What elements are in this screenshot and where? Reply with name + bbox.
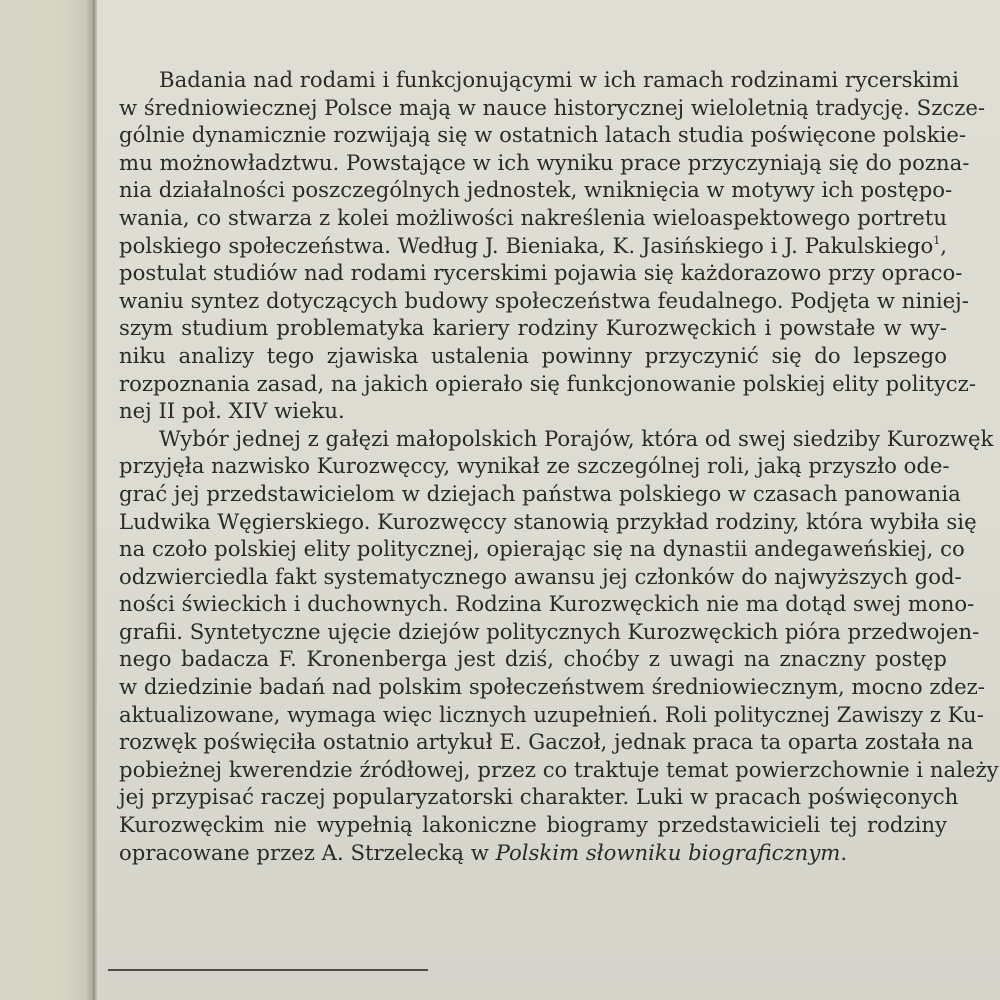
text-line: nia działalności poszczególnych jednostek, wniknięcia w motywy ich postępo- [119, 177, 953, 203]
text-line: waniu syntez dotyczących budowy społeczeństwa feudalnego. Podjęta w niniej- [119, 287, 969, 313]
text-line: Badania nad rodami i funkcjonującymi w ich ramach rodzinami rycerskimi [159, 67, 959, 92]
text-line: rozwęk poświęciła ostatnio artykuł E. Gaczoł, jednak praca ta oparta została na [119, 729, 974, 755]
text-line: aktualizowane, wymaga więc licznych uzupełnień. Roli politycznej Zawiszy z Ku- [119, 701, 984, 727]
sentence-period: . [840, 839, 848, 865]
footnote-reference[interactable]: 1 [933, 233, 941, 247]
text-line: grafii. Syntetyczne ujęcie dziejów politycznych Kurozwęckich pióra przedwojen- [119, 618, 980, 644]
text-line: wania, co stwarza z kolei możliwości nakreślenia wieloaspektowego portretu [119, 204, 947, 230]
text-line: niku analizy tego zjawiska ustalenia powinny przyczynić się do lepszego [119, 342, 947, 368]
text-line: w średniowiecznej Polsce mają w nauce historycznej wieloletnią tradycję. Szcze- [119, 94, 986, 120]
text-line-with-title [119, 839, 947, 867]
footnote-ref-comma: , [940, 232, 947, 258]
italic-book-title: Polskim słowniku biograficznym [495, 839, 841, 865]
text-line: nego badacza F. Kronenberga jest dziś, choćby z uwagi na znaczny postęp [119, 646, 947, 672]
text-line: Ludwika Węgierskiego. Kurozwęccy stanowią przykład rodziny, która wybiła się [119, 508, 977, 534]
text-line: Wybór jednej z gałęzi małopolskich Porajów, która od swej siedziby Kurozwęk [159, 425, 994, 451]
text-line: Kurozwęckim nie wypełnią lakoniczne biogramy przedstawicieli tej rodziny [119, 812, 947, 838]
text-line: na czoło polskiej elity politycznej, opierając się na dynastii andegaweńskiej, co [119, 536, 965, 562]
facing-page-edge [0, 0, 93, 1000]
text-line: odzwierciedla fakt systematycznego awansu jej członków do najwyższych god- [119, 563, 962, 589]
text-line-content: opracowane przez A. Strzelecką w [119, 839, 496, 865]
text-line: ności świeckich i duchownych. Rodzina Kurozwęckich nie ma dotąd swej mono- [119, 591, 975, 617]
text-line: w dziedzinie badań nad polskim społeczeństwem średniowiecznym, mocno zdez- [119, 674, 985, 700]
text-line-content: polskiego społeczeństwa. Według J. Bieniaka, K. Jasińskiego i J. Pakulskiego [119, 232, 934, 258]
body-text [119, 66, 999, 866]
text-line: nej II poł. XIV wieku. [119, 398, 345, 424]
text-line: mu możnowładztwu. Powstające w ich wyniku prace przyczyniają się do pozna- [119, 149, 970, 175]
paragraph-1 [119, 66, 986, 425]
text-line: rozpoznania zasad, na jakich opierało się funkcjonowanie polskiej elity politycz- [119, 370, 976, 396]
text-line: grać jej przedstawicielom w dziejach państwa polskiego w czasach panowania [119, 480, 961, 506]
text-line: jej przypisać raczej popularyzatorski charakter. Luki w pracach poświęconych [119, 784, 959, 810]
text-line: szym studium problematyka kariery rodziny Kurozwęckich i powstałe w wy- [119, 315, 947, 341]
text-line: przyjęła nazwisko Kurozwęccy, wynikał ze szczególnej roli, jaką przyszło ode- [119, 453, 950, 479]
text-line-with-footnote [119, 232, 947, 260]
text-line: pobieżnej kwerendzie źródłowej, przez co traktuje temat powierzchownie i należy [119, 756, 999, 782]
book-page [97, 0, 1000, 1000]
text-line: gólnie dynamicznie rozwijają się w ostatnich latach studia poświęcone polskie- [119, 122, 967, 148]
paragraph-2 [119, 425, 999, 867]
footnote-separator-rule [108, 969, 428, 971]
text-line: postulat studiów nad rodami rycerskimi pojawia się każdorazowo przy opraco- [119, 260, 963, 286]
